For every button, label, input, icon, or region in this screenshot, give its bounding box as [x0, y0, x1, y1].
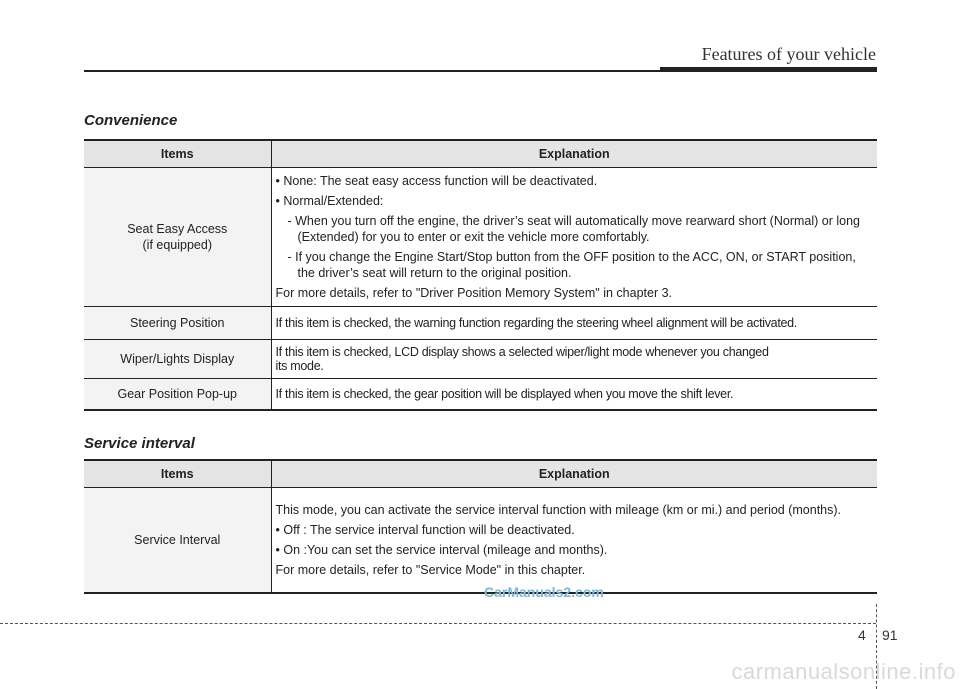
convenience-title: Convenience	[84, 112, 178, 129]
bullet-item: • Normal/Extended:	[275, 194, 384, 208]
explanation-cell	[271, 488, 877, 594]
explanation-line: If this item is checked, LCD display shows a selected wiper/light mode whenever you changed	[275, 345, 769, 359]
watermark-text: CarManuals2.com	[484, 584, 604, 600]
site-watermark: carmanualsonline.info	[731, 659, 956, 684]
explanation-intro: This mode, you can activate the service interval function with mileage (km or mi.) and period (months).	[275, 503, 842, 517]
bullet-item: • On :You can set the service interval (mileage and months).	[275, 543, 608, 557]
bullet-item: • None: The seat easy access function will be deactivated.	[275, 174, 598, 188]
service-interval-table	[84, 459, 877, 594]
explanation-cell	[271, 168, 877, 307]
explanation-cell: If this item is checked, the gear position will be displayed when you move the shift lever.	[271, 379, 877, 411]
item-name: Seat Easy Access	[127, 222, 228, 236]
table-row	[84, 379, 877, 411]
table-header-row	[84, 460, 877, 488]
service-interval-title: Service interval	[84, 435, 195, 452]
bullet-item: • Off : The service interval function will be deactivated.	[275, 523, 575, 537]
reference-note: For more details, refer to "Driver Position Memory System" in chapter 3.	[275, 286, 673, 300]
item-cell-steering-position: Steering Position	[84, 307, 271, 340]
dash-item: - If you change the Engine Start/Stop button from the OFF position to the ACC, ON, or START position, the driver’s seat will return to the original position.	[287, 250, 856, 280]
item-cell-wiper-lights-display: Wiper/Lights Display	[84, 340, 271, 379]
page-number: 91	[882, 627, 898, 643]
dash-item: - When you turn off the engine, the driver’s seat will automatically move rearward short (Normal) or long (Extended) for you to enter or exit the vehicle more comfortably.	[287, 214, 860, 244]
item-cell-seat-easy-access	[84, 168, 271, 307]
column-header-explanation: Explanation	[271, 460, 877, 488]
item-cell-gear-position-popup: Gear Position Pop-up	[84, 379, 271, 411]
explanation-cell	[271, 340, 877, 379]
convenience-table	[84, 139, 877, 411]
table-row	[84, 340, 877, 379]
table-row	[84, 307, 877, 340]
item-note: (if equipped)	[142, 238, 212, 252]
reference-note: For more details, refer to "Service Mode" in this chapter.	[275, 563, 586, 577]
table-row	[84, 488, 877, 594]
column-header-items: Items	[84, 140, 271, 168]
item-cell-service-interval: Service Interval	[84, 488, 271, 594]
header-rule	[84, 70, 660, 72]
explanation-cell: If this item is checked, the warning function regarding the steering wheel alignment will be activated.	[271, 307, 877, 340]
explanation-line: its mode.	[275, 359, 324, 373]
table-row	[84, 168, 877, 307]
column-header-explanation: Explanation	[271, 140, 877, 168]
column-header-items: Items	[84, 460, 271, 488]
header-rule-thick	[660, 67, 877, 72]
footer-rule	[0, 623, 876, 624]
chapter-number: 4	[858, 627, 866, 643]
header-title: Features of your vehicle	[701, 44, 876, 64]
table-header-row	[84, 140, 877, 168]
